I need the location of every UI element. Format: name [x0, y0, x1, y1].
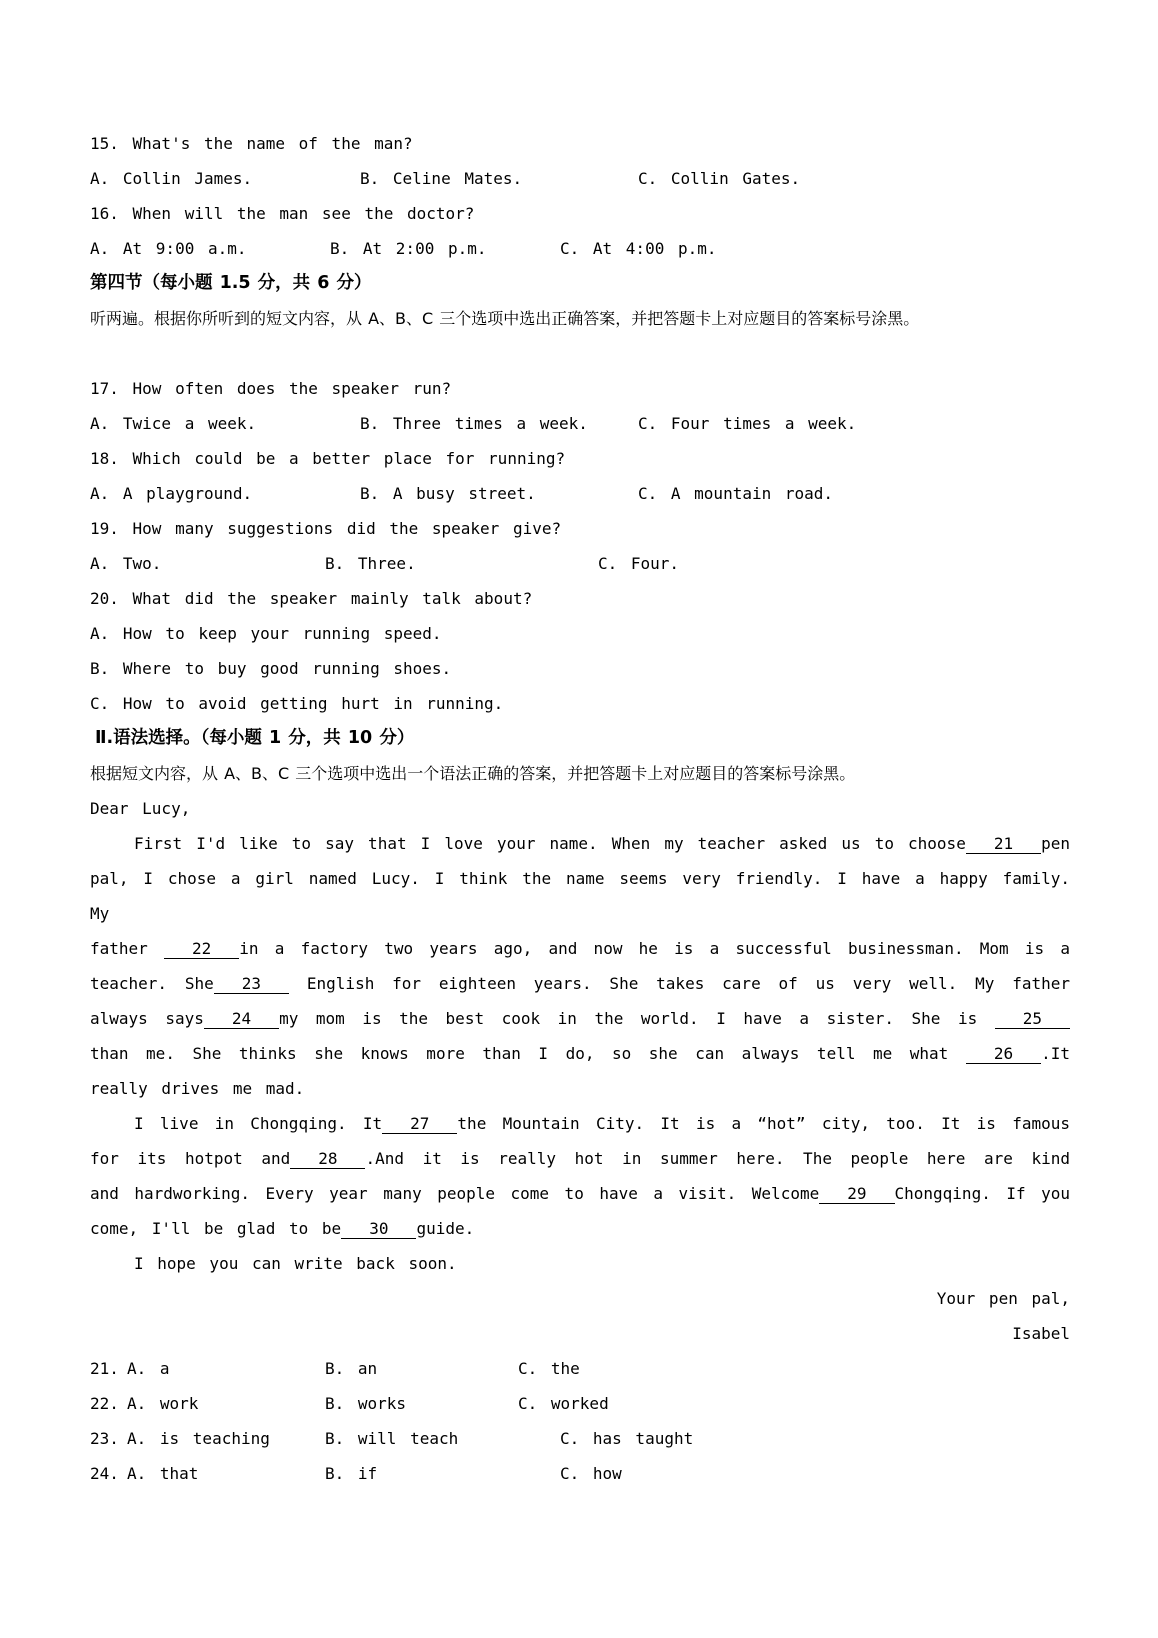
question-20: 20. What did the speaker mainly talk about?: [90, 589, 533, 608]
letter-para1-line3: father 22 in a factory two years ago, and now he is a successful businessman. Mom is a: [90, 939, 1071, 958]
option-16-c: C. At 4:00 p.m.: [560, 239, 717, 258]
option-19-b: B. Three.: [325, 554, 416, 573]
option-18-b: B. A busy street.: [360, 484, 536, 503]
question-17: 17. How often does the speaker run?: [90, 379, 452, 398]
choice-23-a: A. is teaching: [127, 1429, 270, 1448]
choice-22-a: A. work: [127, 1394, 199, 1413]
choice-23-c: C. has taught: [560, 1429, 694, 1448]
choice-23-b: B. will teach: [325, 1429, 459, 1448]
choice-21-c: C. the: [518, 1359, 580, 1378]
question-18-options: [90, 476, 1070, 511]
cloze-blank-24: 24: [204, 1009, 279, 1029]
option-17-a: A. Twice a week.: [90, 414, 257, 433]
letter-signoff: Your pen pal,: [936, 1289, 1070, 1308]
choice-row-22: [90, 1386, 1070, 1421]
section4-heading: 第四节（每小题 1.5 分，共 6 分）: [90, 273, 372, 293]
option-18-c: C. A mountain road.: [638, 484, 834, 503]
cloze-blank-28: 28: [290, 1149, 365, 1169]
cloze-blank-21: 21: [966, 834, 1041, 854]
question-15: 15. What's the name of the man?: [90, 134, 413, 153]
letter-para1-line7: really drives me mad.: [90, 1079, 305, 1098]
question-18: 18. Which could be a better place for running?: [90, 449, 566, 468]
option-18-a: A. A playground.: [90, 484, 253, 503]
option-15-c: C. Collin Gates.: [638, 169, 801, 188]
section4-instructions: 听两遍。根据你所听到的短文内容，从 A、B、C 三个选项中选出正确答案，并把答题卡上对应题目的答案标号涂黑。: [90, 309, 920, 328]
letter-para2-line1: I live in Chongqing. It 27 the Mountain City. It is a “hot” city, too. It is famous: [134, 1114, 1070, 1133]
grammar-section-heading: Ⅱ.语法选择。（每小题 1 分，共 10 分）: [95, 728, 415, 748]
option-20-a: A. How to keep your running speed.: [90, 624, 442, 643]
question-19-options: [90, 546, 1070, 581]
option-16-b: B. At 2:00 p.m.: [330, 239, 487, 258]
question-16: 16. When will the man see the doctor?: [90, 204, 475, 223]
choice-23-number: 23.: [90, 1429, 119, 1448]
choice-24-number: 24.: [90, 1464, 119, 1483]
letter-para1-line6: than me. She thinks she knows more than I do, so she can always tell me what 26 .It: [90, 1044, 1070, 1063]
choice-24-c: C. how: [560, 1464, 622, 1483]
question-19: 19. How many suggestions did the speaker give?: [90, 519, 562, 538]
letter-para1-line1: First I'd like to say that I love your name. When my teacher asked us to choose 21 pen: [134, 834, 1070, 853]
choice-row-23: [90, 1421, 1070, 1456]
choice-21-a: A. a: [127, 1359, 170, 1378]
choice-row-24: [90, 1456, 1070, 1491]
option-17-c: C. Four times a week.: [638, 414, 857, 433]
cloze-blank-29: 29: [819, 1184, 894, 1204]
option-20-b: B. Where to buy good running shoes.: [90, 659, 452, 678]
cloze-blank-27: 27: [382, 1114, 457, 1134]
choice-21-b: B. an: [325, 1359, 378, 1378]
choice-24-a: A. that: [127, 1464, 199, 1483]
letter-para2-line3: and hardworking. Every year many people come to have a visit. Welcome 29 Chongqing. If you: [90, 1184, 1070, 1203]
option-19-c: C. Four.: [598, 554, 680, 573]
letter-para1-line5: always says 24 my mom is the best cook in the world. I have a sister. She is 25: [90, 1001, 1070, 1036]
letter-signature: Isabel: [1012, 1324, 1070, 1343]
choice-21-number: 21.: [90, 1359, 119, 1378]
grammar-section-instructions: 根据短文内容，从 A、B、C 三个选项中选出一个语法正确的答案，并把答题卡上对应题目的答案标号涂黑。: [90, 764, 856, 783]
option-19-a: A. Two.: [90, 554, 162, 573]
letter-para1-line4: teacher. She 23 English for eighteen years. She takes care of us very well. My father: [90, 974, 1070, 993]
option-15-b: B. Celine Mates.: [360, 169, 523, 188]
cloze-blank-30: 30: [341, 1219, 416, 1239]
letter-para2-line2: for its hotpot and 28 .And it is really hot in summer here. The people here are kind: [90, 1149, 1071, 1168]
choice-24-b: B. if: [325, 1464, 378, 1483]
choice-22-c: C. worked: [518, 1394, 609, 1413]
question-15-options: [90, 161, 1070, 196]
cloze-blank-25: 25: [995, 1009, 1070, 1029]
cloze-blank-22: 22: [164, 939, 239, 959]
question-16-options: [90, 231, 1070, 266]
letter-para1-line2: pal, I chose a girl named Lucy. I think the name seems very friendly. I have a happy family. My: [90, 869, 1084, 923]
question-17-options: [90, 406, 1070, 441]
choice-22-number: 22.: [90, 1394, 119, 1413]
choice-row-21: [90, 1351, 1070, 1386]
letter-salutation: Dear Lucy,: [90, 799, 191, 818]
option-16-a: A. At 9:00 a.m.: [90, 239, 247, 258]
cloze-blank-26: 26: [966, 1044, 1041, 1064]
choice-22-b: B. works: [325, 1394, 407, 1413]
option-17-b: B. Three times a week.: [360, 414, 588, 433]
letter-para2-line4: come, I'll be glad to be 30 guide.: [90, 1219, 475, 1238]
letter-closing-line: I hope you can write back soon.: [134, 1254, 457, 1273]
option-20-c: C. How to avoid getting hurt in running.: [90, 694, 504, 713]
option-15-a: A. Collin James.: [90, 169, 253, 188]
cloze-blank-23: 23: [214, 974, 289, 994]
